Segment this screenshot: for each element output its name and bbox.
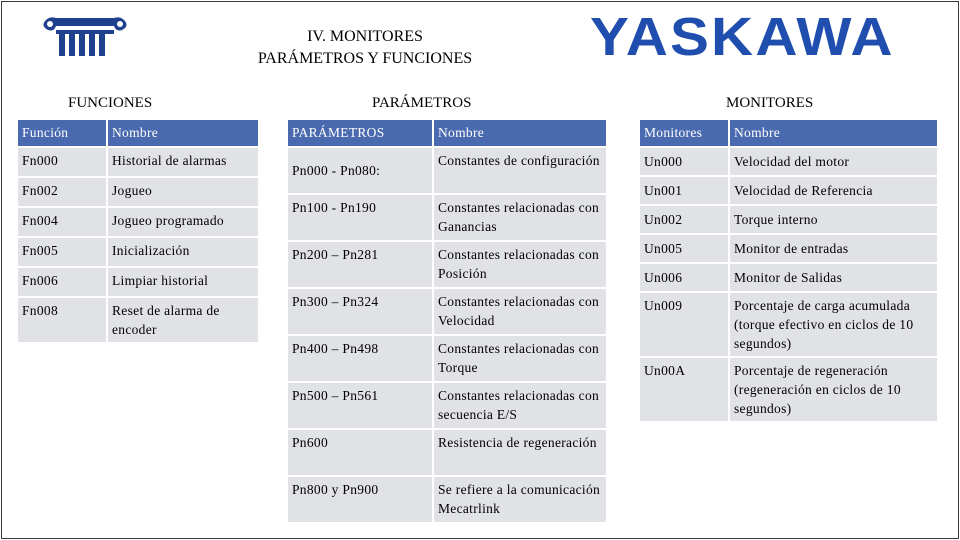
- funciones-table: [16, 118, 260, 344]
- name-cell: Historial de alarmas: [108, 148, 258, 176]
- table-row: [288, 242, 606, 287]
- table-row: [288, 195, 606, 240]
- table-row: [288, 430, 606, 475]
- table-row: [640, 358, 937, 421]
- column-icon: [40, 12, 130, 65]
- code-cell: Pn500 – Pn561: [288, 383, 432, 428]
- table-row: [18, 178, 258, 206]
- name-cell: Jogueo programado: [108, 208, 258, 236]
- code-cell: Pn800 y Pn900: [288, 477, 432, 522]
- code-cell: Pn400 – Pn498: [288, 336, 432, 381]
- code-cell: Un006: [640, 264, 728, 291]
- table-row: [640, 206, 937, 233]
- name-cell: Inicialización: [108, 238, 258, 266]
- name-cell: Constantes de configuración: [434, 148, 606, 193]
- table-header-row: [288, 120, 606, 146]
- code-cell: Fn000: [18, 148, 106, 176]
- code-cell: Pn200 – Pn281: [288, 242, 432, 287]
- page-title-line2: PARÁMETROS Y FUNCIONES: [257, 50, 473, 67]
- code-cell: Fn005: [18, 238, 106, 266]
- name-cell: Constantes relacionadas con secuencia E/S: [434, 383, 606, 428]
- name-cell: Velocidad del motor: [730, 148, 937, 175]
- name-cell: Porcentaje de regeneración (regeneración en ciclos de 10 segundos): [730, 358, 937, 421]
- code-cell: Un00A: [640, 358, 728, 421]
- name-cell: Constantes relacionadas con Velocidad: [434, 289, 606, 334]
- code-cell: Pn600: [288, 430, 432, 475]
- name-cell: Constantes relacionadas con Torque: [434, 336, 606, 381]
- code-cell: Fn006: [18, 268, 106, 296]
- funciones-section-title: FUNCIONES: [68, 95, 153, 111]
- column-header: PARÁMETROS: [288, 120, 432, 146]
- column-header: Nombre: [434, 120, 606, 146]
- monitores-section-title: MONITORES: [726, 95, 814, 111]
- name-cell: Reset de alarma de encoder: [108, 298, 258, 342]
- name-cell: Constantes relacionadas con Ganancias: [434, 195, 606, 240]
- code-cell: Un009: [640, 293, 728, 356]
- table-row: [288, 336, 606, 381]
- table-header-row: [640, 120, 937, 146]
- code-cell: Un000: [640, 148, 728, 175]
- code-cell: Pn000 - Pn080:: [288, 148, 432, 193]
- table-row: [18, 208, 258, 236]
- table-row: [640, 177, 937, 204]
- name-cell: Constantes relacionadas con Posición: [434, 242, 606, 287]
- table-row: [640, 148, 937, 175]
- name-cell: Jogueo: [108, 178, 258, 206]
- table-row: [18, 268, 258, 296]
- name-cell: Porcentaje de carga acumulada (torque efectivo en ciclos de 10 segundos): [730, 293, 937, 356]
- name-cell: Se refiere a la comunicación Mecatrlink: [434, 477, 606, 522]
- table-row: [288, 289, 606, 334]
- name-cell: Monitor de entradas: [730, 235, 937, 262]
- parametros-section-title: PARÁMETROS: [372, 95, 472, 111]
- table-row: [18, 298, 258, 342]
- column-header: Monitores: [640, 120, 728, 146]
- name-cell: Resistencia de regeneración: [434, 430, 606, 475]
- code-cell: Pn300 – Pn324: [288, 289, 432, 334]
- name-cell: Torque interno: [730, 206, 937, 233]
- code-cell: Un001: [640, 177, 728, 204]
- name-cell: Limpiar historial: [108, 268, 258, 296]
- parametros-table: [286, 118, 608, 524]
- table-row: [640, 264, 937, 291]
- code-cell: Pn100 - Pn190: [288, 195, 432, 240]
- yaskawa-logo: YASKAWA: [590, 7, 895, 67]
- table-row: [18, 238, 258, 266]
- name-cell: Velocidad de Referencia: [730, 177, 937, 204]
- table-row: [288, 383, 606, 428]
- code-cell: Fn008: [18, 298, 106, 342]
- column-header: Nombre: [730, 120, 937, 146]
- code-cell: Fn004: [18, 208, 106, 236]
- table-row: [18, 148, 258, 176]
- table-row: [288, 148, 606, 193]
- column-header: Función: [18, 120, 106, 146]
- table-row: [288, 477, 606, 522]
- page-title-line1: IV. MONITORES: [307, 28, 423, 45]
- page-title: [200, 26, 530, 70]
- code-cell: Un002: [640, 206, 728, 233]
- table-row: [640, 293, 937, 356]
- code-cell: Un005: [640, 235, 728, 262]
- code-cell: Fn002: [18, 178, 106, 206]
- name-cell: Monitor de Salidas: [730, 264, 937, 291]
- table-header-row: [18, 120, 258, 146]
- monitores-table: [638, 118, 939, 423]
- column-header: Nombre: [108, 120, 258, 146]
- table-row: [640, 235, 937, 262]
